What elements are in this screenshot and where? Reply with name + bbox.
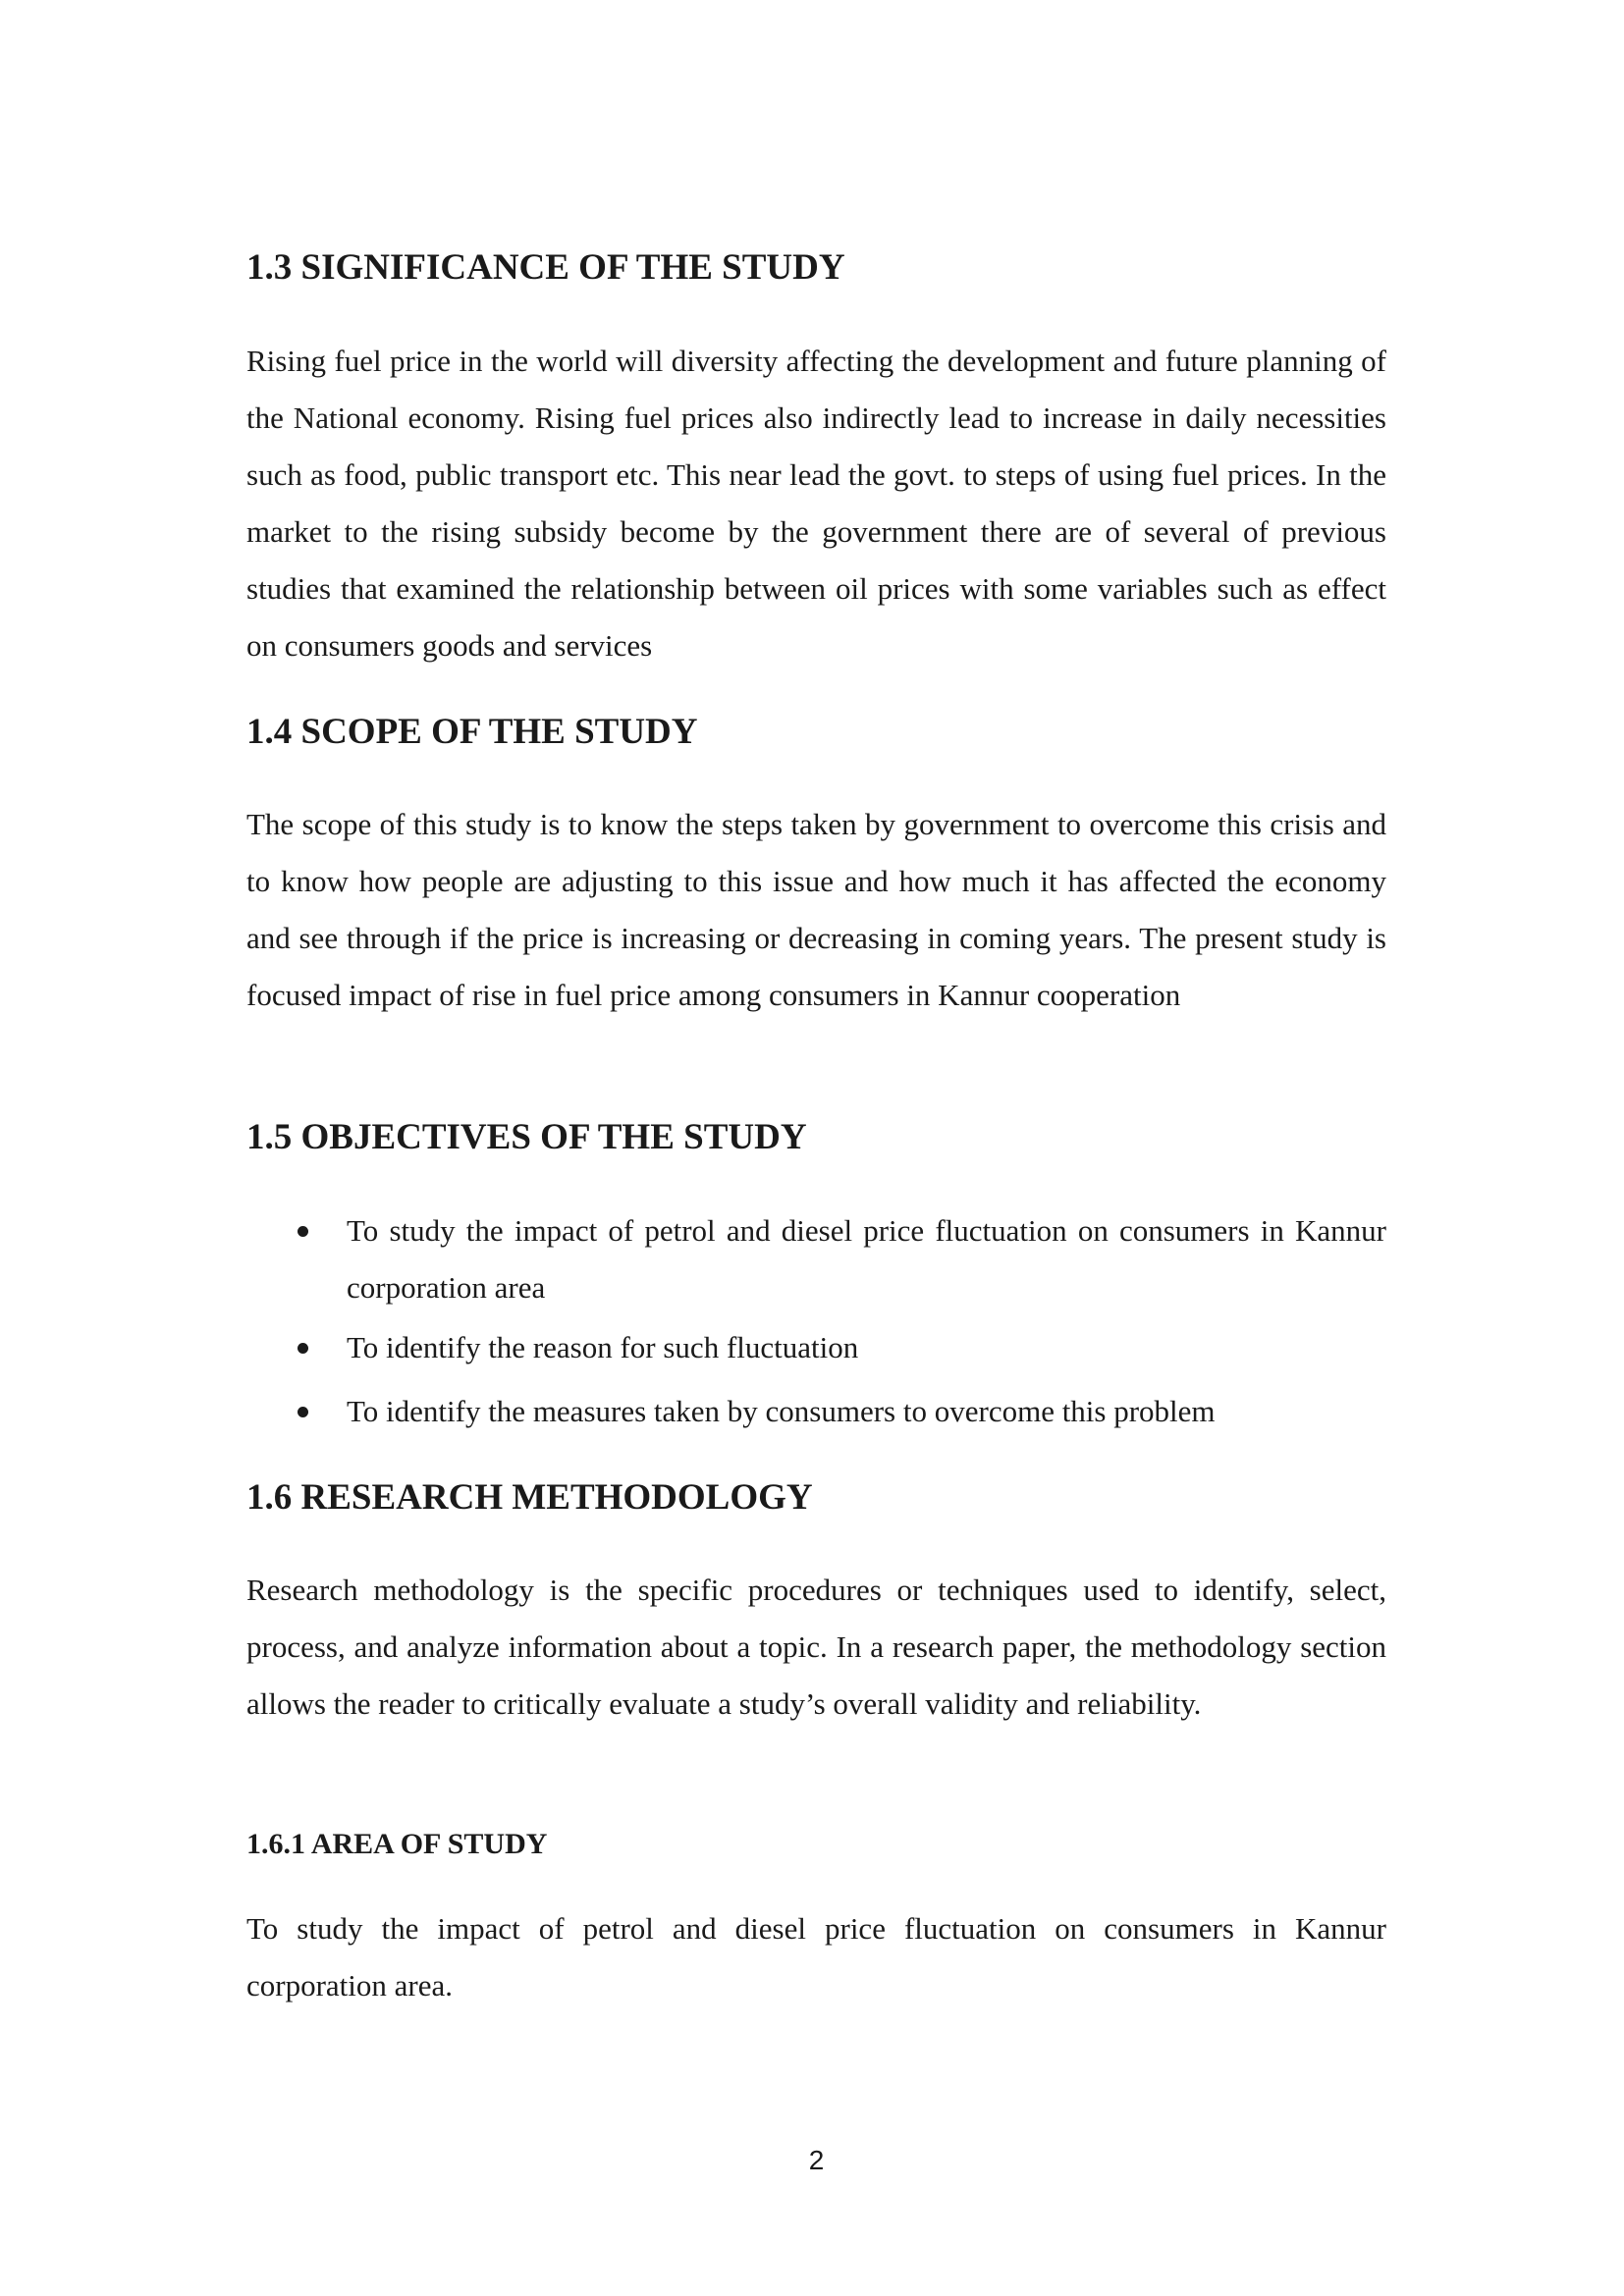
bullet-icon: [298, 1343, 308, 1354]
list-item: [246, 1319, 1386, 1376]
objectives-list: [246, 1202, 1386, 1440]
section-heading-scope: 1.4 SCOPE OF THE STUDY: [246, 712, 698, 752]
section-body-significance: Rising fuel price in the world will diversity affecting the development and future planning of the National economy. Rising fuel prices also indirectly lead to increase in daily necessities such as food, public transport etc. This near lead the govt. to steps of using fuel prices. In the market to the rising subsidy become by the government there are of several of previous studies that examined the relationship between oil prices with some variables such as effect on consumers goods and services: [246, 344, 1386, 663]
bullet-icon: [298, 1407, 308, 1417]
page-number: 2: [808, 2145, 825, 2175]
list-item-text: To identify the measures taken by consumers to overcome this problem: [347, 1394, 1216, 1428]
section-heading-objectives: 1.5 OBJECTIVES OF THE STUDY: [246, 1117, 807, 1157]
section-body-scope: The scope of this study is to know the steps taken by government to overcome this crisis and to know how people are adjusting to this issue and how much it has affected the economy and see through if the price is increasing or decreasing in coming years. The present study is focused impact of rise in fuel price among consumers in Kannur cooperation: [246, 807, 1386, 1012]
list-item: [246, 1383, 1386, 1440]
section-heading-significance: 1.3 SIGNIFICANCE OF THE STUDY: [246, 247, 845, 288]
list-item-text: To study the impact of petrol and diesel price fluctuation on consumers in Kannur corporation area: [347, 1213, 1386, 1305]
list-item: [246, 1202, 1386, 1316]
bullet-icon: [298, 1226, 308, 1237]
subsection-body-area: To study the impact of petrol and diesel price fluctuation on consumers in Kannur corporation area.: [246, 1911, 1386, 2002]
section-heading-methodology: 1.6 RESEARCH METHODOLOGY: [246, 1477, 813, 1518]
document-page: [246, 0, 1386, 2296]
list-item-text: To identify the reason for such fluctuation: [347, 1330, 859, 1364]
section-body-methodology: Research methodology is the specific procedures or techniques used to identify, select, process, and analyze information about a topic. In a research paper, the methodology section allows the reader to critically evaluate a study’s overall validity and reliability.: [246, 1573, 1386, 1721]
subsection-heading-area: 1.6.1 AREA OF STUDY: [246, 1828, 548, 1860]
